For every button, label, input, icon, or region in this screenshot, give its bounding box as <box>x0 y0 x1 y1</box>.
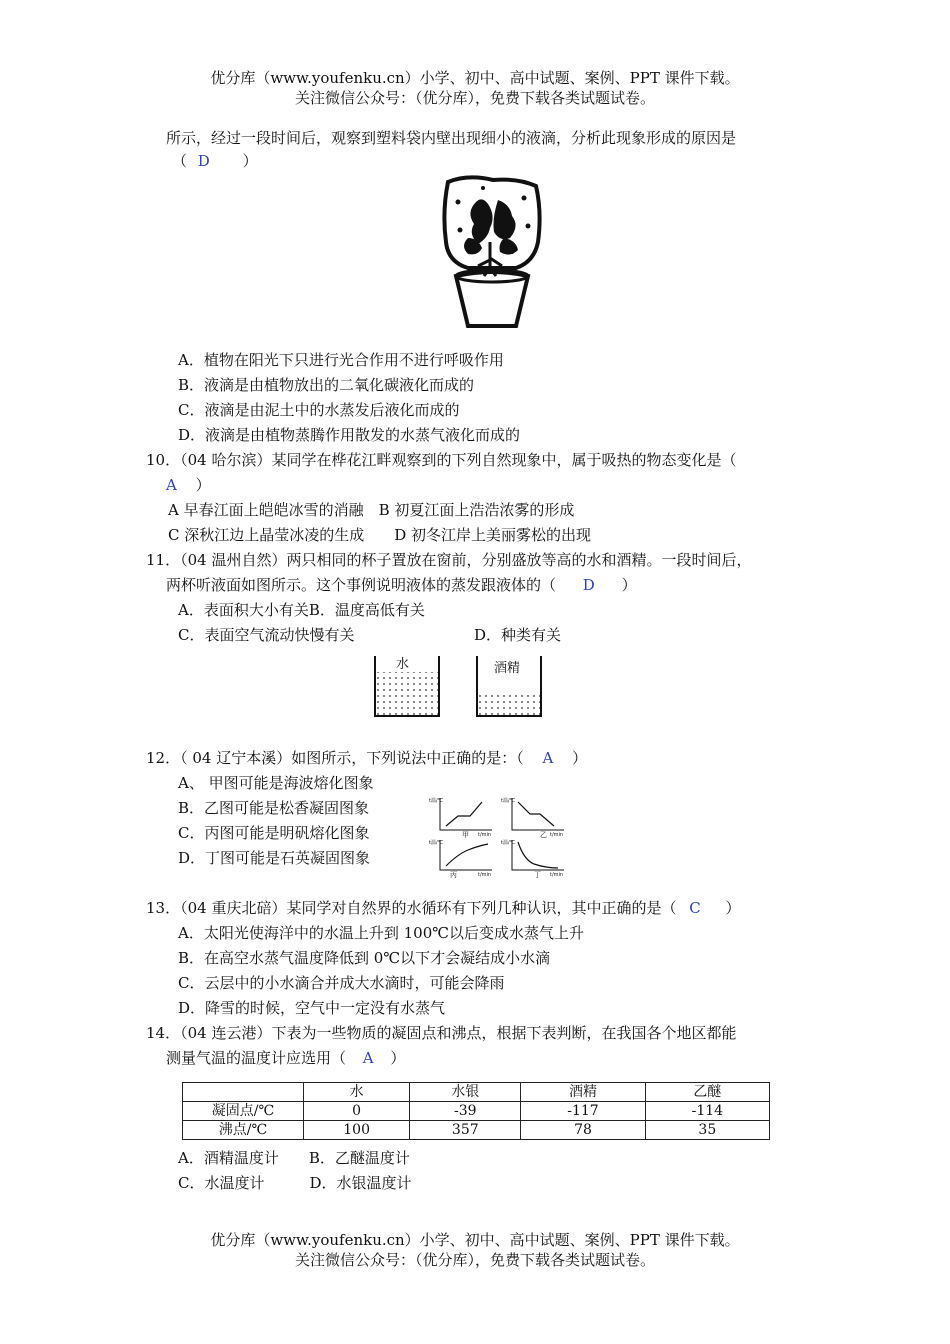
cup-label-water: 水 <box>396 657 410 672</box>
q12-stem-text: 12．（ 04 辽宁本溪）如图所示，下列说法中正确的是：（ <box>146 749 524 767</box>
phase-change-graphs <box>428 794 568 878</box>
table-cell: -114 <box>645 1102 769 1121</box>
graph-yi-x-axis: t/min <box>550 832 564 838</box>
q10-options-row-1: A 早春江面上皑皑冰雪的消融 B 初夏江面上浩浩浓雾的形成 <box>168 501 575 519</box>
q9-option-c: C．液滴是由泥土中的水蒸发后液化而成的 <box>178 401 460 419</box>
q11-stem-2-text: 两杯听液面如图所示。这个事例说明液体的蒸发跟液体的（ <box>166 576 557 594</box>
q13-answer: C <box>689 899 701 917</box>
table-header-row <box>183 1083 770 1102</box>
q11-stem-2 <box>166 574 637 596</box>
q10-options-row-2: C 深秋江边上晶莹冰凌的生成 D 初冬江岸上美丽雾松的出现 <box>168 526 592 544</box>
graph-yi-y-axis: t温/℃ <box>501 798 516 804</box>
q11-option-d: D．种类有关 <box>474 626 562 644</box>
q9-stem: 所示，经过一段时间后，观察到塑料袋内壁出现细小的液滴，分析此现象形成的原因是 <box>166 129 737 147</box>
substance-properties-table <box>182 1082 770 1140</box>
q14-stem: 14．（04 连云港）下表为一些物质的凝固点和沸点，根据下表判断，在我国各个地区都能 <box>146 1024 737 1042</box>
graph-jia-label: 甲 <box>462 831 469 839</box>
table-row <box>183 1102 770 1121</box>
q10-answer-close: ） <box>195 476 211 494</box>
graph-ding-label: 丁 <box>534 871 541 878</box>
q11-answer: D <box>582 576 595 594</box>
table-header-cell: 水银 <box>410 1083 521 1102</box>
q11-answer-close: ） <box>621 576 637 594</box>
q13-option-b: B．在高空水蒸气温度降低到 0℃以下才会凝结成小水滴 <box>178 949 551 967</box>
q12-answer-close: ） <box>572 749 588 767</box>
footer-line-1: 优分库（www.youfenku.cn）小学、初中、高中试题、案例、PPT 课件下载。 <box>210 1231 740 1249</box>
q12-stem <box>146 747 587 769</box>
table-cell: 凝固点/℃ <box>183 1102 304 1121</box>
q9-option-b: B．液滴是由植物放出的二氧化碳液化而成的 <box>178 376 475 394</box>
q14-stem-2 <box>166 1047 405 1069</box>
table-cell: 沸点/℃ <box>183 1121 304 1140</box>
q9-answer-close: ） <box>242 152 258 170</box>
graph-yi-label: 乙 <box>540 831 547 839</box>
graph-jia-y-axis: t温/℃ <box>429 798 444 804</box>
q11-option-a: A．表面积大小有关 <box>178 601 309 619</box>
q13-option-d: D．降雪的时候，空气中一定没有水蒸气 <box>178 999 446 1017</box>
q9-answer: D <box>197 152 210 170</box>
header-line-2: 关注微信公众号：（优分库），免费下载各类试题试卷。 <box>294 89 655 107</box>
graph-ding-x-axis: t/min <box>550 872 564 878</box>
graph-bing-label: 丙 <box>450 871 457 878</box>
graph-jia <box>429 797 492 839</box>
table-cell: -117 <box>521 1102 645 1121</box>
table-header-cell: 水 <box>304 1083 410 1102</box>
q9-option-a: A．植物在阳光下只进行光合作用不进行呼吸作用 <box>178 351 504 369</box>
table-cell: 35 <box>645 1121 769 1140</box>
q14-options-row-1: A．酒精温度计 B．乙醚温度计 <box>178 1149 410 1167</box>
q12-option-c: C．丙图可能是明矾熔化图象 <box>178 824 370 842</box>
cup-label-alcohol: 酒精 <box>494 661 521 676</box>
q12-option-b: B．乙图可能是松香凝固图象 <box>178 799 370 817</box>
q11-stem: 11．（04 温州自然）两只相同的杯子置放在窗前，分别盛放等高的水和酒精。一段时间后， <box>146 551 752 569</box>
q14-stem-2-text: 测量气温的温度计应选用（ <box>166 1049 347 1067</box>
q14-answer: A <box>362 1049 374 1067</box>
q11-option-c: C．表面空气流动快慢有关 <box>178 626 355 644</box>
footer-line-2: 关注微信公众号：（优分库），免费下载各类试题试卷。 <box>294 1251 655 1269</box>
table-cell: 357 <box>410 1121 521 1140</box>
graph-bing <box>429 839 492 878</box>
q10-stem: 10．（04 哈尔滨）某同学在桦花江畔观察到的下列自然现象中，属于吸热的物态变化是（ <box>146 451 737 469</box>
q10-answer: A <box>166 476 177 494</box>
header-line-1: 优分库（www.youfenku.cn）小学、初中、高中试题、案例、PPT 课件下载。 <box>210 69 740 87</box>
table-cell: 100 <box>304 1121 410 1140</box>
q11-options-row-1 <box>178 599 425 621</box>
q10-answer-line <box>166 474 211 496</box>
table-cell: 78 <box>521 1121 645 1140</box>
graph-ding-y-axis: t温/℃ <box>501 840 516 846</box>
two-cups-illustration <box>370 652 550 722</box>
q14-answer-close: ） <box>390 1049 406 1067</box>
plant-in-bag-illustration <box>438 172 544 332</box>
q13-option-a: A．太阳光使海洋中的水温上升到 100℃以后变成水蒸气上升 <box>178 924 585 942</box>
graph-ding <box>501 839 564 878</box>
q13-stem <box>146 897 741 919</box>
q12-answer: A <box>542 749 554 767</box>
q14-options-row-2: C．水温度计 D．水银温度计 <box>178 1174 412 1192</box>
q9-answer-open: （ <box>172 152 188 170</box>
table-header-cell: 乙醚 <box>645 1083 769 1102</box>
table-row <box>183 1121 770 1140</box>
graph-yi <box>501 797 564 839</box>
graph-bing-x-axis: t/min <box>478 872 492 878</box>
graph-jia-x-axis: t/min <box>478 832 492 838</box>
q13-option-c: C．云层中的小水滴合并成大水滴时，可能会降雨 <box>178 974 505 992</box>
q9-option-d: D．液滴是由植物蒸腾作用散发的水蒸气液化而成的 <box>178 426 521 444</box>
q12-option-a: A、 甲图可能是海波熔化图象 <box>178 774 374 792</box>
q13-answer-close: ） <box>725 899 741 917</box>
table-cell: -39 <box>410 1102 521 1121</box>
table-header-cell: 酒精 <box>521 1083 645 1102</box>
q13-stem-text: 13．（04 重庆北碚）某同学对自然界的水循环有下列几种认识，其中正确的是（ <box>146 899 677 917</box>
q11-option-b: B．温度高低有关 <box>308 601 425 619</box>
graph-bing-y-axis: t温/℃ <box>429 840 444 846</box>
table-header-cell <box>183 1083 304 1102</box>
q12-option-d: D．丁图可能是石英凝固图象 <box>178 849 371 867</box>
q9-answer-line <box>172 150 258 172</box>
table-cell: 0 <box>304 1102 410 1121</box>
